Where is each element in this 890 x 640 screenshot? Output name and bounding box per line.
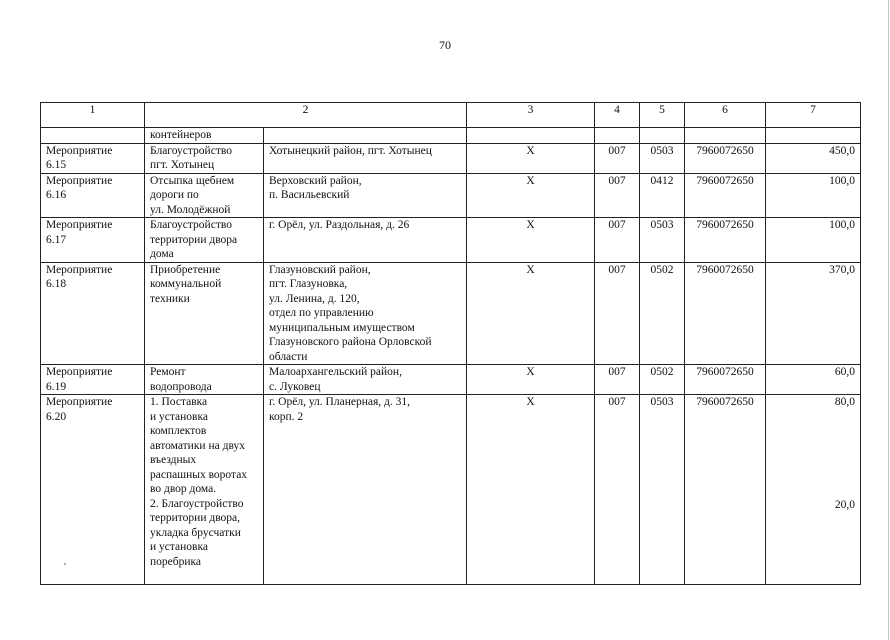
row-col-6: 7960072650 bbox=[685, 365, 766, 395]
table-body bbox=[41, 143, 861, 585]
table-row bbox=[41, 365, 861, 395]
row-col-3: Х bbox=[467, 365, 595, 395]
row-location: Хотынецкий район, пгт. Хотынец bbox=[264, 143, 467, 173]
carryover-row bbox=[41, 128, 861, 144]
row-amount: 100,0 bbox=[829, 219, 855, 231]
table-row bbox=[41, 218, 861, 263]
row-col-6: 7960072650 bbox=[685, 173, 766, 218]
row-col-4: 007 bbox=[595, 143, 640, 173]
row-col-5: 0412 bbox=[640, 173, 685, 218]
row-location: Верховский район, п. Васильевский bbox=[264, 173, 467, 218]
row-col-4: 007 bbox=[595, 173, 640, 218]
row-col-3: Х bbox=[467, 395, 595, 585]
row-col-4: 007 bbox=[595, 395, 640, 585]
row-name: Отсыпка щебнем дороги по ул. Молодёжной bbox=[145, 173, 264, 218]
row-col-3: Х bbox=[467, 218, 595, 263]
table-row bbox=[41, 262, 861, 365]
row-col-4: 007 bbox=[595, 365, 640, 395]
row-location: г. Орёл, ул. Планерная, д. 31, корп. 2 bbox=[264, 395, 467, 585]
row-col-3: Х bbox=[467, 262, 595, 365]
row-amount-cell bbox=[766, 262, 861, 365]
row-col-6: 7960072650 bbox=[685, 218, 766, 263]
row-amount-cell bbox=[766, 395, 861, 585]
row-col-5: 0503 bbox=[640, 218, 685, 263]
row-col-4: 007 bbox=[595, 262, 640, 365]
row-col-5: 0503 bbox=[640, 143, 685, 173]
scan-artifact bbox=[64, 563, 66, 565]
carryover-text: контейнеров bbox=[145, 128, 264, 144]
table-row bbox=[41, 395, 861, 585]
column-header-3: 3 bbox=[467, 103, 595, 128]
row-col-5: 0502 bbox=[640, 262, 685, 365]
row-location: Глазуновский район, пгт. Глазуновка, ул. Ленина, д. 120, отдел по управлению муниципальным имуществом Глазуновского района Орловской области bbox=[264, 262, 467, 365]
column-header-2: 2 bbox=[145, 103, 467, 128]
row-id: Мероприятие 6.20 bbox=[41, 395, 145, 585]
table-row bbox=[41, 173, 861, 218]
row-name: 1. Поставка и установка комплектов автоматики на двух въездных распашных воротах во двор дома. 2. Благоустройство территории двора, укладка брусчатки и установка поребрика bbox=[145, 395, 264, 585]
row-location: Малоархангельский район, с. Луковец bbox=[264, 365, 467, 395]
row-amount: 100,0 bbox=[829, 174, 855, 187]
header-row bbox=[41, 103, 861, 128]
row-id: Мероприятие 6.18 bbox=[41, 262, 145, 365]
row-amount: 370,0 bbox=[829, 263, 855, 276]
row-amount: 20,0 bbox=[834, 498, 855, 511]
page-edge-line bbox=[888, 0, 889, 640]
table-row bbox=[41, 143, 861, 173]
row-col-5: 0502 bbox=[640, 365, 685, 395]
row-col-5: 0503 bbox=[640, 395, 685, 585]
row-location: г. Орёл, ул. Раздольная, д. 26 bbox=[264, 218, 467, 263]
row-amount-cell bbox=[766, 365, 861, 395]
row-id: Мероприятие 6.19 bbox=[41, 365, 145, 395]
row-id: Мероприятие 6.15 bbox=[41, 143, 145, 173]
row-name: Благоустройство территории двора дома bbox=[145, 218, 264, 263]
budget-table bbox=[40, 102, 861, 585]
row-amount: 60,0 bbox=[834, 366, 855, 378]
row-id: Мероприятие 6.17 bbox=[41, 218, 145, 263]
row-col-3: Х bbox=[467, 143, 595, 173]
row-amount-cell bbox=[766, 173, 861, 218]
row-amount: 80,0 bbox=[834, 396, 855, 408]
column-header-4: 4 bbox=[595, 103, 640, 128]
row-amount-cell bbox=[766, 218, 861, 263]
column-header-6: 6 bbox=[685, 103, 766, 128]
column-header-5: 5 bbox=[640, 103, 685, 128]
column-header-1: 1 bbox=[41, 103, 145, 128]
row-amount: 450,0 bbox=[829, 144, 855, 157]
row-col-6: 7960072650 bbox=[685, 143, 766, 173]
row-id: Мероприятие 6.16 bbox=[41, 173, 145, 218]
row-col-6: 7960072650 bbox=[685, 395, 766, 585]
row-col-3: Х bbox=[467, 173, 595, 218]
row-name: Благоустройство пгт. Хотынец bbox=[145, 143, 264, 173]
row-name: Приобретение коммунальной техники bbox=[145, 262, 264, 365]
page-number: 70 bbox=[439, 38, 451, 52]
row-col-4: 007 bbox=[595, 218, 640, 263]
column-header-7: 7 bbox=[766, 103, 861, 128]
row-name: Ремонт водопровода bbox=[145, 365, 264, 395]
row-col-6: 7960072650 bbox=[685, 262, 766, 365]
row-amount-cell bbox=[766, 143, 861, 173]
